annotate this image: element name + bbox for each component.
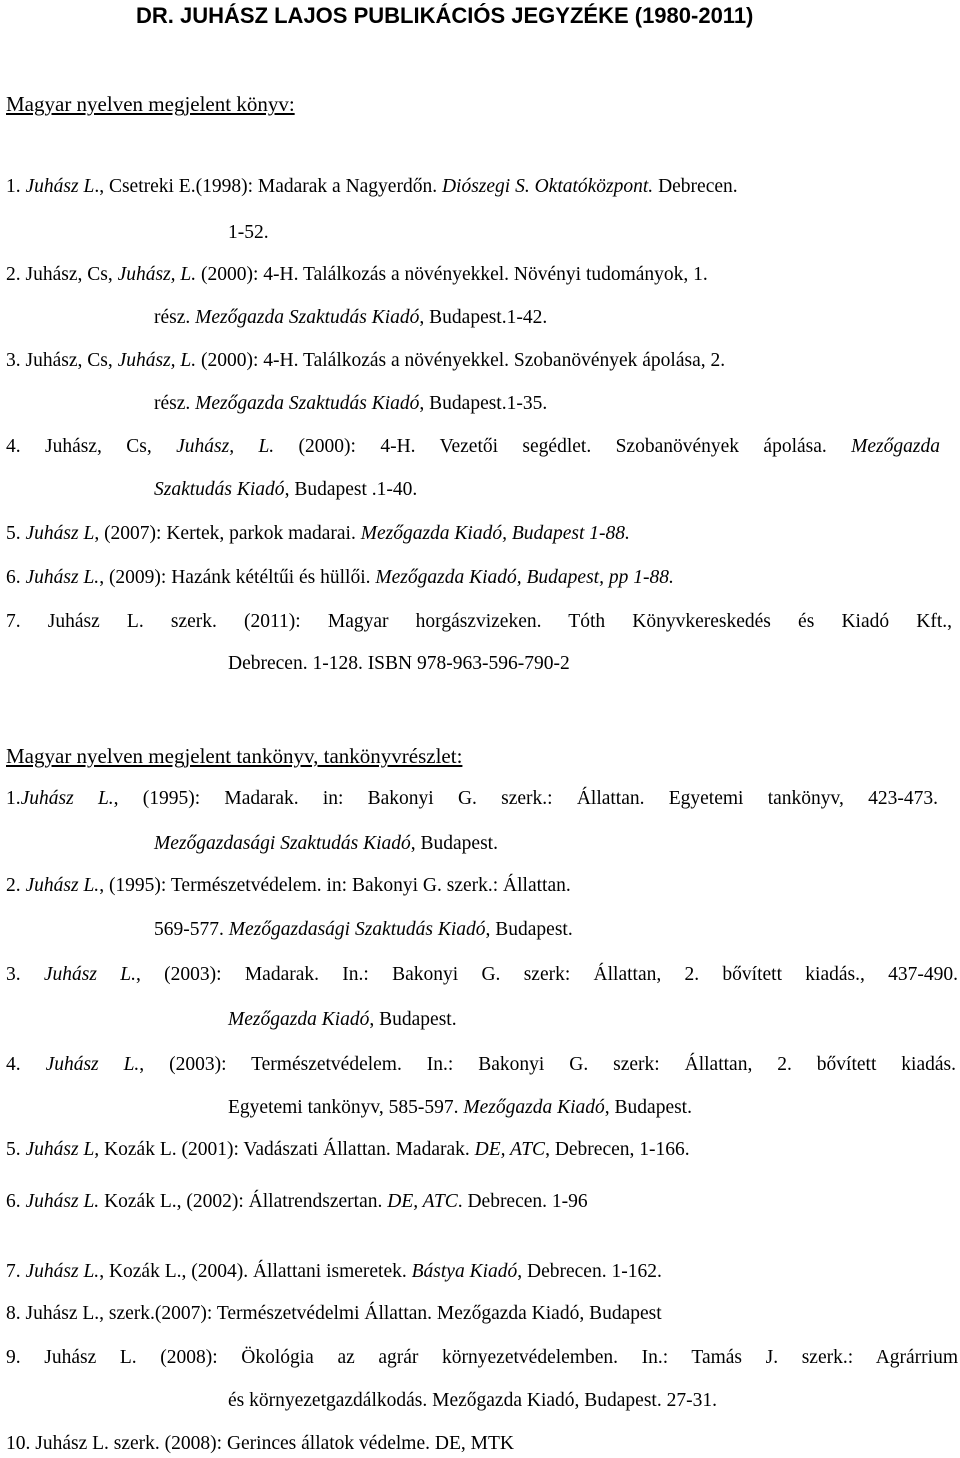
italic-run: Juhász L. <box>25 1191 100 1212</box>
italic-run: Juhász L. <box>25 567 100 588</box>
entry-line: 1-52. <box>228 222 269 243</box>
entry-line: 3. Juhász L., (2003): Madarak. In.: Bakonyi G. szerk: Állattan, 2. bővített kiadás., 437-490. <box>6 964 958 985</box>
italic-run: Mezőgazda Szaktudás Kiadó <box>195 307 420 328</box>
italic-run: Juhász L. <box>45 1054 140 1075</box>
entry-line: Egyetemi tankönyv, 585-597. Mezőgazda Kiadó, Budapest. <box>228 1097 692 1118</box>
entry-line: 6. Juhász L. Kozák L., (2002): Állatrendszertan. DE, ATC. Debrecen. 1-96 <box>6 1191 588 1212</box>
italic-run: Juhász, L. <box>117 350 197 371</box>
entry-line: és környezetgazdálkodás. Mezőgazda Kiadó, Budapest. 27-31. <box>228 1390 717 1411</box>
page-title: DR. JUHÁSZ LAJOS PUBLIKÁCIÓS JEGYZÉKE (1980-2011) <box>136 3 754 28</box>
italic-run: Juhász L. <box>43 964 136 985</box>
entry-line: Debrecen. 1-128. ISBN 978-963-596-790-2 <box>228 653 570 674</box>
italic-run: Mezőgazda Szaktudás Kiadó <box>195 393 420 414</box>
entry-line: 10. Juhász L. szerk. (2008): Gerinces állatok védelme. DE, MTK <box>6 1433 514 1454</box>
italic-run: Mezőgazda Kiadó <box>228 1009 370 1030</box>
entry-line: 3. Juhász, Cs, Juhász, L. (2000): 4-H. Találkozás a növényekkel. Szobanövények ápolása, 2. <box>6 350 726 371</box>
italic-run: DE, ATC <box>474 1139 546 1160</box>
italic-run: Mezőgazdasági Szaktudás Kiadó <box>228 919 486 940</box>
italic-run: Juhász L. <box>25 1261 100 1282</box>
entry-line: 2. Juhász, Cs, Juhász, L. (2000): 4-H. Találkozás a növényekkel. Növényi tudományok, 1. <box>6 264 708 285</box>
entry-line: Szaktudás Kiadó, Budapest .1-40. <box>154 479 418 500</box>
italic-run: Szaktudás Kiadó <box>154 479 285 500</box>
entry-line: 7. Juhász L. szerk. (2011): Magyar horgászvizeken. Tóth Könyvkereskedés és Kiadó Kft., <box>6 611 952 632</box>
italic-run: Diószegi S. Oktatóközpont. <box>441 176 654 197</box>
italic-run: Mezőgazdasági Szaktudás Kiadó <box>154 833 411 854</box>
entry-line: Mezőgazdasági Szaktudás Kiadó, Budapest. <box>154 833 498 854</box>
entry-line: 6. Juhász L., (2009): Hazánk kétéltűi és hüllői. Mezőgazda Kiadó, Budapest, pp 1-88. <box>6 567 674 588</box>
entry-line: 2. Juhász L., (1995): Természetvédelem. in: Bakonyi G. szerk.: Állattan. <box>6 875 571 896</box>
entry-line: 569-577. Mezőgazdasági Szaktudás Kiadó, Budapest. <box>154 919 573 940</box>
entry-line: 8. Juhász L., szerk.(2007): Természetvédelmi Állattan. Mezőgazda Kiadó, Budapest <box>6 1303 662 1324</box>
italic-run: Juhász L. <box>25 875 100 896</box>
entry-line: 7. Juhász L., Kozák L., (2004). Állattani ismeretek. Bástya Kiadó, Debrecen. 1-162. <box>6 1261 662 1282</box>
italic-run: Mezőgazda Kiadó, Budapest 1-88. <box>360 523 630 544</box>
italic-run: Mezőgazda Kiadó <box>463 1097 605 1118</box>
entry-line: 5. Juhász L, (2007): Kertek, parkok madarai. Mezőgazda Kiadó, Budapest 1-88. <box>6 523 630 544</box>
italic-run: Juhász, L. <box>176 436 275 457</box>
entry-line: 4. Juhász, Cs, Juhász, L. (2000): 4-H. Vezetői segédlet. Szobanövények ápolása. Mezőgazda <box>6 436 940 457</box>
entry-line: 1. Juhász L., Csetreki E.(1998): Madarak a Nagyerdőn. Diószegi S. Oktatóközpont. Debrecen. <box>6 176 738 197</box>
section-heading-books: Magyar nyelven megjelent könyv: <box>6 92 295 116</box>
entry-line: rész. Mezőgazda Szaktudás Kiadó, Budapest.1-42. <box>154 307 548 328</box>
italic-run: Mezőgazda Kiadó, Budapest, pp 1-88. <box>375 567 674 588</box>
italic-run: Bástya Kiadó <box>411 1261 518 1282</box>
italic-run: Juhász L, <box>25 1139 100 1160</box>
entry-line: 9. Juhász L. (2008): Ökológia az agrár környezetvédelemben. In.: Tamás J. szerk.: Agrárrium <box>6 1347 958 1368</box>
italic-run: Juhász L <box>25 176 95 197</box>
entry-line: 5. Juhász L, Kozák L. (2001): Vadászati Állattan. Madarak. DE, ATC, Debrecen, 1-166. <box>6 1139 690 1160</box>
entry-line: 1.Juhász L., (1995): Madarak. in: Bakonyi G. szerk.: Állattan. Egyetemi tankönyv, 423-473. <box>6 788 938 809</box>
section-heading-textbooks: Magyar nyelven megjelent tankönyv, tankönyvrészlet: <box>6 744 463 768</box>
entry-line: Mezőgazda Kiadó, Budapest. <box>228 1009 457 1030</box>
italic-run: Juhász, L. <box>117 264 197 285</box>
entry-line: rész. Mezőgazda Szaktudás Kiadó, Budapest.1-35. <box>154 393 548 414</box>
italic-run: Mezőgazda <box>851 436 940 457</box>
entry-line: 4. Juhász L., (2003): Természetvédelem. In.: Bakonyi G. szerk: Állattan, 2. bővített kiadás. <box>6 1054 956 1075</box>
italic-run: DE, ATC <box>387 1191 458 1212</box>
italic-run: Juhász L <box>25 523 95 544</box>
italic-run: Juhász L. <box>20 788 114 809</box>
